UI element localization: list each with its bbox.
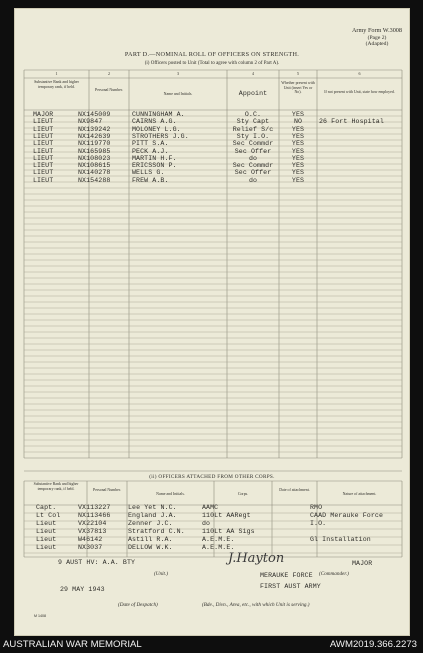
unit-name: 9 AUST HV: A.A. BTY bbox=[58, 559, 136, 566]
officer-present: YES bbox=[291, 132, 305, 140]
officer-present: NO bbox=[293, 118, 303, 126]
attached-corps: A.E.M.E. bbox=[202, 544, 235, 551]
header2-personal-number: Personal Number. bbox=[93, 488, 121, 492]
officer-name: PECK A.J. bbox=[132, 147, 169, 155]
officer-present: YES bbox=[291, 176, 305, 184]
officer-personal-number: NX145009 bbox=[78, 111, 111, 118]
header2-date: Date of attachment. bbox=[279, 488, 310, 492]
section1-title: (i) Officers posted to Unit (Total to agree with column 2 of Part A). bbox=[144, 61, 280, 66]
header-appointment: Appoint bbox=[238, 90, 268, 97]
officer-rank: LIEUT bbox=[33, 125, 54, 133]
attached-rank: Lieut bbox=[36, 520, 57, 527]
officer-appointment: Relief S/c bbox=[232, 125, 274, 133]
officer-rank: LIEUT bbox=[33, 118, 54, 126]
header-present: Whether present with Unit (insert Yes or No). bbox=[281, 81, 315, 94]
attached-nature: Gl Installation bbox=[310, 536, 371, 543]
col-number-2: 2 bbox=[108, 71, 110, 76]
header-how-employed: If not present with Unit, state how employed. bbox=[324, 90, 395, 94]
officer-appointment: do bbox=[248, 176, 258, 184]
commander-rank: MAJOR bbox=[352, 560, 373, 567]
officer-personal-number: NX108615 bbox=[78, 162, 111, 170]
header2-rank: Substantive Rank and higher temporary rank, if held. bbox=[33, 482, 79, 491]
header-name: Name and Initials. bbox=[163, 92, 193, 96]
col-number-5: 5 bbox=[297, 71, 299, 76]
attached-personal-number: NX3037 bbox=[78, 544, 103, 551]
attached-personal-number: W46142 bbox=[78, 536, 103, 543]
header2-name: Name and Initials. bbox=[156, 492, 185, 496]
archive-name: AUSTRALIAN WAR MEMORIAL bbox=[3, 639, 142, 650]
col-number-4: 4 bbox=[252, 71, 254, 76]
officer-present: YES bbox=[291, 162, 305, 170]
col-number-6: 6 bbox=[358, 71, 361, 76]
attached-rank: Lieut bbox=[36, 536, 57, 543]
form-number-line1: Army Form W.3008 bbox=[351, 27, 402, 34]
officer-name: STROTHERS J.G. bbox=[132, 132, 189, 140]
officer-name: MARTIN H.F. bbox=[132, 154, 177, 162]
despatch-date: 29 MAY 1943 bbox=[60, 586, 105, 593]
officer-personal-number: NX165985 bbox=[78, 147, 111, 155]
attached-personal-number: VX37813 bbox=[78, 528, 107, 535]
date-label: (Date of Despatch) bbox=[118, 602, 158, 608]
officer-personal-number: NX119770 bbox=[78, 140, 111, 148]
officer-present: YES bbox=[291, 111, 305, 118]
attached-nature: CAAD Merauke Force bbox=[310, 512, 384, 519]
officer-rank: LIEUT bbox=[33, 176, 54, 184]
unit-label: (Unit.) bbox=[154, 571, 168, 577]
attached-nature: I.O. bbox=[310, 520, 327, 527]
archive-reference: AWM2019.366.2273 bbox=[329, 639, 417, 650]
officer-appointment: Sec Offer bbox=[234, 169, 272, 177]
attached-name: Stratford C.N. bbox=[128, 528, 185, 535]
officer-name: FREW A.B. bbox=[132, 176, 169, 184]
document-sheet bbox=[14, 8, 410, 636]
officer-present: YES bbox=[291, 154, 305, 162]
officer-present: YES bbox=[291, 169, 305, 177]
officer-appointment: Sec Offer bbox=[234, 147, 272, 155]
officer-appointment: Sec Commdr bbox=[232, 140, 274, 148]
formation-line2: FIRST AUST ARMY bbox=[260, 583, 321, 590]
officer-name: CUNNINGHAM A. bbox=[132, 111, 185, 118]
officer-appointment: Sec Commdr bbox=[232, 162, 274, 170]
officer-rank: LIEUT bbox=[33, 154, 54, 162]
officer-personal-number: NX9847 bbox=[78, 118, 103, 126]
attached-rank: Lieut bbox=[36, 528, 57, 535]
col-number-3: 3 bbox=[177, 71, 179, 76]
part-title: PART D.—NOMINAL ROLL OF OFFICERS ON STRENGTH. bbox=[124, 51, 300, 58]
officer-rank: LIEUT bbox=[33, 140, 54, 148]
header2-nature: Nature of attachment. bbox=[342, 492, 377, 496]
attached-corps: AAMC bbox=[202, 504, 219, 511]
officer-name: WELLS G. bbox=[132, 169, 165, 177]
officer-personal-number: NX108023 bbox=[78, 154, 111, 162]
commander-label: (Commander.) bbox=[319, 571, 349, 577]
officer-employment: 26 Fort Hospital bbox=[319, 118, 384, 126]
attached-name: Lee Yet N.C. bbox=[128, 504, 177, 511]
header2-corps: Corps. bbox=[237, 492, 249, 496]
officer-personal-number: NX139242 bbox=[78, 125, 111, 133]
officer-appointment: Sty I.O. bbox=[236, 132, 270, 140]
archive-caption bbox=[0, 636, 423, 653]
attached-rank: Lt Col bbox=[36, 512, 61, 519]
officer-rank: LIEUT bbox=[33, 162, 54, 170]
officer-personal-number: NX142639 bbox=[78, 132, 111, 140]
form-number-line2: (Page 2) bbox=[367, 34, 387, 41]
attached-name: DELLOW W.K. bbox=[128, 544, 173, 551]
officer-rank: LIEUT bbox=[33, 147, 54, 155]
attached-corps: do bbox=[202, 520, 211, 527]
officer-name: CAIRNS A.G. bbox=[132, 118, 177, 126]
attached-name: Zenner J.C. bbox=[128, 520, 173, 527]
attached-name: England J.A. bbox=[128, 512, 177, 519]
section2-title: (ii) OFFICERS ATTACHED FROM OTHER CORPS. bbox=[149, 474, 275, 480]
attached-corps: 110Lt AARegt bbox=[202, 512, 251, 519]
officer-personal-number: NX154288 bbox=[78, 176, 111, 184]
print-code: M 1408 bbox=[34, 614, 46, 618]
officer-appointment: do bbox=[248, 154, 258, 162]
attached-corps: 110Lt AA Sigs bbox=[202, 528, 255, 535]
formation-line1: MERAUKE FORCE bbox=[260, 572, 313, 579]
officer-present: YES bbox=[291, 147, 305, 155]
form-number-line3: (Adapted) bbox=[365, 41, 389, 47]
attached-rank: Lieut bbox=[36, 544, 57, 551]
officer-personal-number: NX140278 bbox=[78, 169, 111, 177]
officer-appointment: O.C. bbox=[244, 111, 262, 118]
officer-rank: MAJOR bbox=[33, 111, 54, 118]
attached-name: Astill R.A. bbox=[128, 536, 173, 543]
header-personal-number: Personal Number. bbox=[95, 88, 123, 92]
header-rank: Substantive Rank and higher temporary rank, if held. bbox=[34, 80, 79, 89]
officer-name: MOLONEY L.G. bbox=[132, 125, 181, 133]
attached-personal-number: NX113466 bbox=[78, 512, 111, 519]
officer-rank: LIEUT bbox=[33, 132, 54, 140]
officer-present: YES bbox=[291, 140, 305, 148]
attached-nature: RMO bbox=[310, 504, 323, 511]
officer-name: ERICSSON P. bbox=[132, 162, 177, 170]
formation-label: (Bde., Divn., Area, etc., with which Unit is serving.) bbox=[202, 602, 310, 608]
attached-rank: Capt. bbox=[36, 504, 57, 511]
officer-present: YES bbox=[291, 125, 305, 133]
officer-name: PITT S.A. bbox=[132, 140, 169, 148]
col-number-1: 1 bbox=[55, 71, 58, 76]
attached-personal-number: VX22104 bbox=[78, 520, 107, 527]
attached-personal-number: VX113227 bbox=[78, 504, 111, 511]
officer-appointment: Sty Capt bbox=[236, 118, 270, 126]
officer-rank: LIEUT bbox=[33, 169, 54, 177]
commander-signature: J.Hayton bbox=[228, 551, 285, 566]
attached-corps: A.E.M.E. bbox=[202, 536, 235, 543]
